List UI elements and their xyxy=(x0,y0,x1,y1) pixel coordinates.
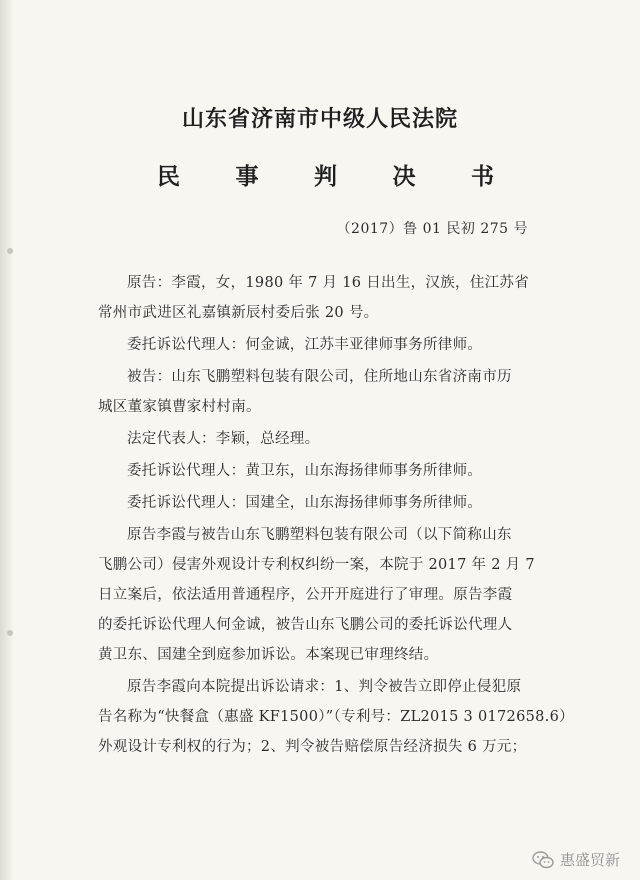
party-defendant xyxy=(98,362,553,422)
text-line: 城区董家镇曹家村村南。 xyxy=(98,399,261,415)
text-line: 原告：李霞，女，1980 年 7 月 16 日出生，汉族，住江苏省 xyxy=(127,275,530,291)
text-line: 委托诉讼代理人：国建全，山东海扬律师事务所律师。 xyxy=(127,495,483,511)
text-line: 黄卫东、国建全到庭参加诉讼。本案现已审理终结。 xyxy=(98,647,439,663)
text-line: 常州市武进区礼嘉镇新辰村委后张 20 号。 xyxy=(98,305,379,321)
binding-hole xyxy=(7,248,13,254)
watermark-text: 惠盛贸新 xyxy=(559,851,620,869)
plaintiff-agent xyxy=(98,330,553,360)
document-type-char: 事 xyxy=(235,163,259,190)
party-plaintiff xyxy=(98,268,553,328)
wechat-icon xyxy=(532,851,554,869)
case-summary xyxy=(98,520,553,670)
text-line: 的委托诉讼代理人何金诚，被告山东飞鹏公司的委托诉讼代理人 xyxy=(98,617,513,633)
binding-hole xyxy=(7,630,13,636)
text-line: 原告李霞与被告山东飞鹏塑料包装有限公司（以下简称山东 xyxy=(127,527,512,543)
case-number: （2017）鲁 01 民初 275 号 xyxy=(336,221,528,237)
document-type-char: 判 xyxy=(314,163,337,190)
text-line: 原告李霞向本院提出诉讼请求：1、判令被告立即停止侵犯原 xyxy=(127,679,522,695)
document-type-char: 民 xyxy=(157,163,180,190)
document-type-title xyxy=(157,158,494,191)
text-line: 被告：山东飞鹏塑料包装有限公司，住所地山东省济南市历 xyxy=(127,369,512,385)
document-type-char: 决 xyxy=(392,163,416,190)
source-watermark xyxy=(532,849,620,870)
document-type-char: 书 xyxy=(471,163,494,190)
text-line: 法定代表人：李颖，总经理。 xyxy=(127,431,320,447)
defendant-agent xyxy=(98,488,553,518)
text-line: 外观设计专利权的行为；2、判令被告赔偿原告经济损失 6 万元； xyxy=(98,739,527,755)
plaintiff-claims xyxy=(98,672,574,762)
document-body xyxy=(98,268,574,764)
legal-representative xyxy=(98,424,553,454)
defendant-agent xyxy=(98,456,553,486)
court-title: 山东省济南市中级人民法院 xyxy=(181,106,458,132)
text-line: 委托诉讼代理人：黄卫东，山东海扬律师事务所律师。 xyxy=(127,463,483,479)
text-line: 委托诉讼代理人：何金诚，江苏丰亚律师事务所律师。 xyxy=(127,337,483,353)
text-line: 飞鹏公司）侵害外观设计专利权纠纷一案，本院于 2017 年 2 月 7 xyxy=(98,557,535,573)
text-line: 告名称为“快餐盒（惠盛 KF1500）”（专利号：ZL2015 3 0172658.6） xyxy=(98,709,574,725)
text-line: 日立案后，依法适用普通程序，公开开庭进行了审理。原告李霞 xyxy=(98,587,513,603)
